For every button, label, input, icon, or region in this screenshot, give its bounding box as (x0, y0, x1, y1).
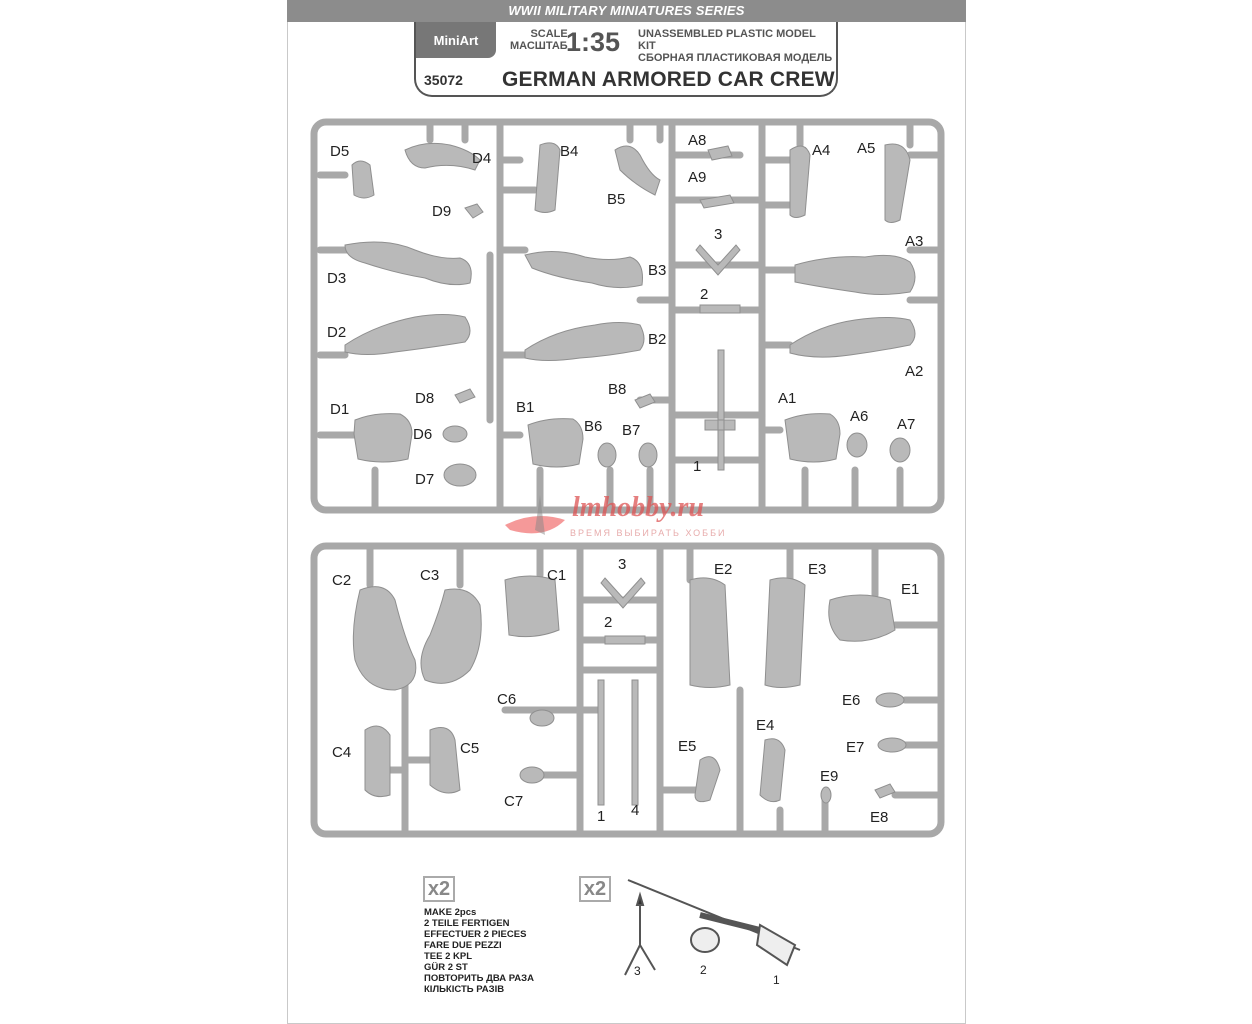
part-e3 (765, 578, 805, 688)
watermark-tagline: ВРЕМЯ ВЫБИРАТЬ ХОББИ (570, 528, 727, 538)
part-label: D7 (415, 471, 435, 488)
assembly-label: 3 (634, 964, 641, 978)
part-a7 (890, 438, 910, 462)
part-label: E8 (870, 809, 889, 826)
scale-label-en: SCALE (530, 28, 568, 40)
part-label: E5 (678, 738, 697, 755)
part-c7 (520, 767, 544, 783)
quantity-badge-text: x2 (427, 877, 451, 900)
kit-type-en: UNASSEMBLED PLASTIC MODEL KIT (638, 28, 816, 52)
part-a1 (785, 414, 840, 462)
part-label: B2 (648, 331, 667, 348)
part-label: 3 (618, 556, 627, 573)
scale-label-ru: МАСШТАБ (510, 40, 568, 52)
part-label: B6 (584, 418, 603, 435)
part-label: A3 (905, 233, 924, 250)
part-b1 (528, 419, 583, 467)
part-label: D9 (432, 203, 452, 220)
part-label: A6 (850, 408, 869, 425)
part-a4 (790, 146, 810, 218)
part-label: C6 (497, 691, 517, 708)
part-label: B3 (648, 262, 667, 279)
part-b5 (615, 146, 660, 195)
part-label: C1 (547, 567, 567, 584)
watermark (500, 490, 770, 550)
part-label: B8 (608, 381, 627, 398)
part-label: D3 (327, 270, 347, 287)
part-c3 (421, 589, 481, 683)
arrow-icon (637, 895, 643, 905)
part-label: E7 (846, 739, 865, 756)
part-label: 4 (631, 802, 640, 819)
sprue-frames (314, 122, 941, 834)
quantity-badge (578, 875, 612, 903)
kit-type-ru: СБОРНАЯ ПЛАСТИКОВАЯ МОДЕЛЬ (638, 52, 833, 64)
part-b7 (639, 443, 657, 467)
brand-logo: MiniArt (416, 22, 496, 58)
part-c6 (530, 710, 554, 726)
make-note-line: 2 TEILE FERTIGEN (424, 918, 510, 929)
part-b6 (598, 443, 616, 467)
part-d1 (354, 414, 412, 462)
make-note-line: КІЛЬКІСТЬ РАЗІВ (424, 984, 505, 995)
part-b8 (635, 394, 655, 408)
part-label: 2 (700, 286, 709, 303)
part-b3 (525, 251, 643, 287)
part-2 (700, 305, 740, 313)
part-d2 (345, 315, 470, 355)
part-label: B7 (622, 422, 641, 439)
make-note-line: MAKE 2pcs (424, 907, 477, 918)
quantity-badge-text: x2 (583, 877, 607, 900)
scale-value: 1:35 (566, 27, 621, 57)
assembly-label: 1 (773, 973, 780, 987)
part-e1 (829, 595, 895, 641)
part-label: 3 (714, 226, 723, 243)
part-label: C5 (460, 740, 480, 757)
part-e2 (690, 578, 730, 688)
make-note (424, 907, 534, 995)
make-note-line: TEE 2 KPL (424, 951, 473, 962)
part-c5 (430, 728, 460, 794)
part-label: B4 (560, 143, 579, 160)
part-label: B5 (607, 191, 626, 208)
part-label: D2 (327, 324, 347, 341)
badge-frame-icon (578, 875, 612, 903)
part-3 (696, 245, 740, 275)
part-e6 (876, 693, 904, 707)
part-d3 (345, 242, 471, 285)
part-d4 (405, 143, 480, 170)
mg-stock (757, 925, 795, 965)
part-label: A8 (688, 132, 707, 149)
part-1-mg (705, 350, 735, 470)
series-title: WWII MILITARY MINIATURES SERIES (508, 3, 745, 18)
part-label: D8 (415, 390, 435, 407)
part-e9 (821, 787, 831, 803)
part-label: A5 (857, 140, 876, 157)
part-b2 (525, 323, 644, 361)
watermark-logo-icon (500, 490, 570, 550)
kit-title: GERMAN ARMORED CAR CREW (502, 68, 835, 91)
part-label: D5 (330, 143, 350, 160)
part-e4 (760, 739, 785, 802)
part-4-b (632, 680, 638, 805)
part-label: D4 (472, 150, 492, 167)
part-label: 2 (604, 614, 613, 631)
part-c2 (353, 587, 416, 690)
part-a5 (885, 144, 910, 223)
part-label: C4 (332, 744, 352, 761)
part-label: C7 (504, 793, 524, 810)
part-label: C2 (332, 572, 352, 589)
mg-drum (691, 928, 719, 952)
part-d6 (443, 426, 467, 442)
watermark-site: lmhobby.ru (572, 492, 704, 523)
part-label: A4 (812, 142, 831, 159)
part-label: A7 (897, 416, 916, 433)
assembly-label: 2 (700, 963, 707, 977)
part-label: A9 (688, 169, 707, 186)
quantity-badge (422, 875, 456, 903)
mg-assembly-diagram (625, 880, 800, 975)
badge-frame-icon (422, 875, 456, 903)
part-d9 (465, 204, 483, 218)
part-label: C3 (420, 567, 440, 584)
part-c4 (365, 726, 390, 797)
part-label: E1 (901, 581, 920, 598)
part-label: E3 (808, 561, 827, 578)
make-note-line: FARE DUE PEZZI (424, 940, 502, 951)
part-d8 (455, 389, 475, 403)
part-c1 (505, 576, 559, 637)
part-d5 (352, 161, 374, 198)
part-label: E2 (714, 561, 733, 578)
make-note-line: ПОВТОРИТЬ ДВА РАЗА (424, 973, 534, 984)
part-2-b (605, 636, 645, 644)
part-label: A2 (905, 363, 924, 380)
part-e5 (695, 757, 720, 802)
part-label: 1 (597, 808, 606, 825)
part-a2 (790, 318, 915, 358)
part-b4 (535, 143, 560, 213)
part-a3 (795, 255, 915, 294)
make-note-line: EFFECTUER 2 PIECES (424, 929, 527, 940)
part-label: E6 (842, 692, 861, 709)
kit-number: 35072 (424, 72, 463, 88)
part-label: A1 (778, 390, 797, 407)
part-e7 (878, 738, 906, 752)
part-label: E4 (756, 717, 775, 734)
part-label: D6 (413, 426, 433, 443)
part-label: E9 (820, 768, 839, 785)
part-1-b (598, 680, 604, 805)
part-a6 (847, 433, 867, 457)
make-note-line: GÜR 2 ST (424, 962, 468, 973)
part-label: B1 (516, 399, 535, 416)
part-label: 1 (693, 458, 702, 475)
part-d7 (444, 464, 476, 486)
part-label: D1 (330, 401, 350, 418)
